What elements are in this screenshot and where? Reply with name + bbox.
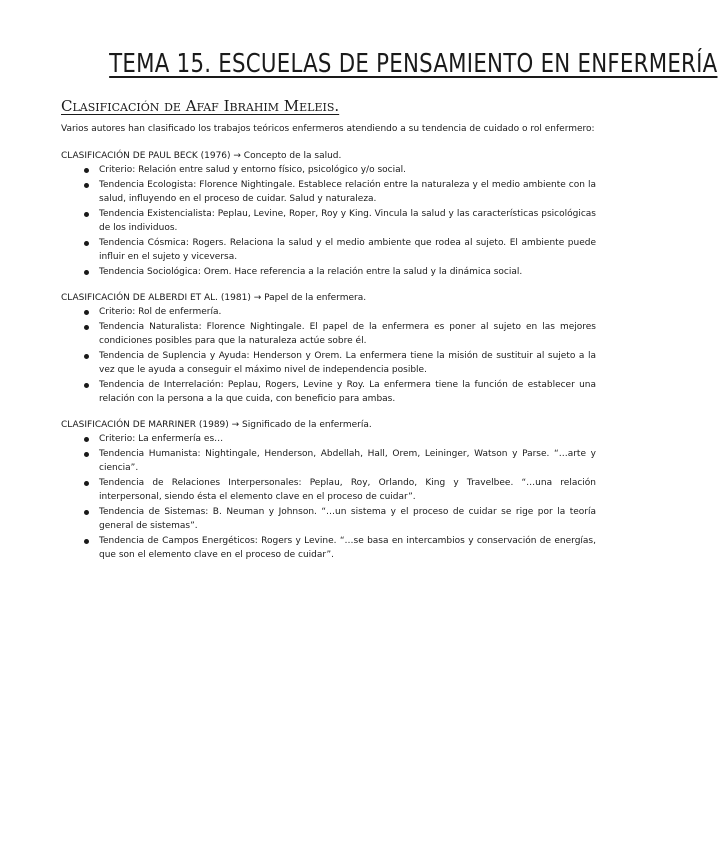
bullet-list <box>61 432 596 562</box>
classification-heading: CLASIFICACIÓN DE ALBERDI ET AL. (1981) → Papel de la enfermera. <box>61 293 367 303</box>
list-item: Tendencia de Sistemas: B. Neuman y Johnson. “…un sistema y el proceso de cuidar se rige por la teoría general de sistemas”. <box>99 505 596 533</box>
classification-marriner <box>61 418 596 562</box>
list-item: Tendencia Humanista: Nightingale, Henderson, Abdellah, Hall, Orem, Leininger, Watson y Parse. “…arte y ciencia”. <box>99 447 596 475</box>
classification-beck <box>61 149 596 279</box>
bullet-list <box>61 163 596 279</box>
list-item: Tendencia de Campos Energéticos: Rogers y Levine. “…se basa en intercambios y conservación de energías, que son el elemento clave en el proceso de cuidar”. <box>99 534 596 562</box>
list-item: Tendencia Ecologista: Florence Nightingale. Establece relación entre la naturaleza y el medio ambiente con la salud, influyendo en el proceso de cuidar. Salud y naturaleza. <box>99 178 596 206</box>
bullet-list <box>61 305 596 406</box>
list-item: Tendencia Naturalista: Florence Nightingale. El papel de la enfermera es poner al sujeto en las mejores condiciones posibles para que la naturaleza actúe sobre él. <box>99 320 596 348</box>
list-item: Tendencia Cósmica: Rogers. Relaciona la salud y el medio ambiente que rodea al sujeto. El ambiente puede influir en el sujeto y viceversa. <box>99 236 596 264</box>
classification-heading: CLASIFICACIÓN DE MARRINER (1989) → Significado de la enfermería. <box>61 420 372 431</box>
list-item: Criterio: La enfermería es… <box>99 432 596 446</box>
list-item: Tendencia de Suplencia y Ayuda: Henderson y Orem. La enfermera tiene la misión de sustituir al sujeto a la vez que le ayuda a conseguir el máximo nivel de independencia posible. <box>99 349 596 377</box>
list-item: Tendencia Sociológica: Orem. Hace referencia a la relación entre la salud y la dinámica social. <box>99 265 596 279</box>
classification-heading: CLASIFICACIÓN DE PAUL BECK (1976) → Concepto de la salud. <box>61 151 342 161</box>
classification-alberdi <box>61 291 596 406</box>
list-item: Criterio: Rol de enfermería. <box>99 305 596 319</box>
list-item: Tendencia Existencialista: Peplau, Levine, Roper, Roy y King. Vincula la salud y las características psicológicas de los individuos. <box>99 207 596 235</box>
list-item: Tendencia de Relaciones Interpersonales: Peplau, Roy, Orlando, King y Travelbee. “…una relación interpersonal, siendo ésta el elemento clave en el proceso de cuidar”. <box>99 476 596 504</box>
intro-paragraph: Varios autores han clasificado los trabajos teóricos enfermeros atendiendo a su tendencia de cuidado o rol enfermero: <box>61 124 595 134</box>
section-subtitle: Clasificación de Afaf Ibrahim Meleis. <box>61 97 340 115</box>
page-title: TEMA 15. ESCUELAS DE PENSAMIENTO EN ENFERMERÍA <box>109 49 718 79</box>
list-item: Tendencia de Interrelación: Peplau, Rogers, Levine y Roy. La enfermera tiene la función de establecer una relación con la persona a la que cuida, con beneficio para ambas. <box>99 378 596 406</box>
document-page <box>61 44 718 574</box>
list-item: Criterio: Relación entre salud y entorno físico, psicológico y/o social. <box>99 163 596 177</box>
